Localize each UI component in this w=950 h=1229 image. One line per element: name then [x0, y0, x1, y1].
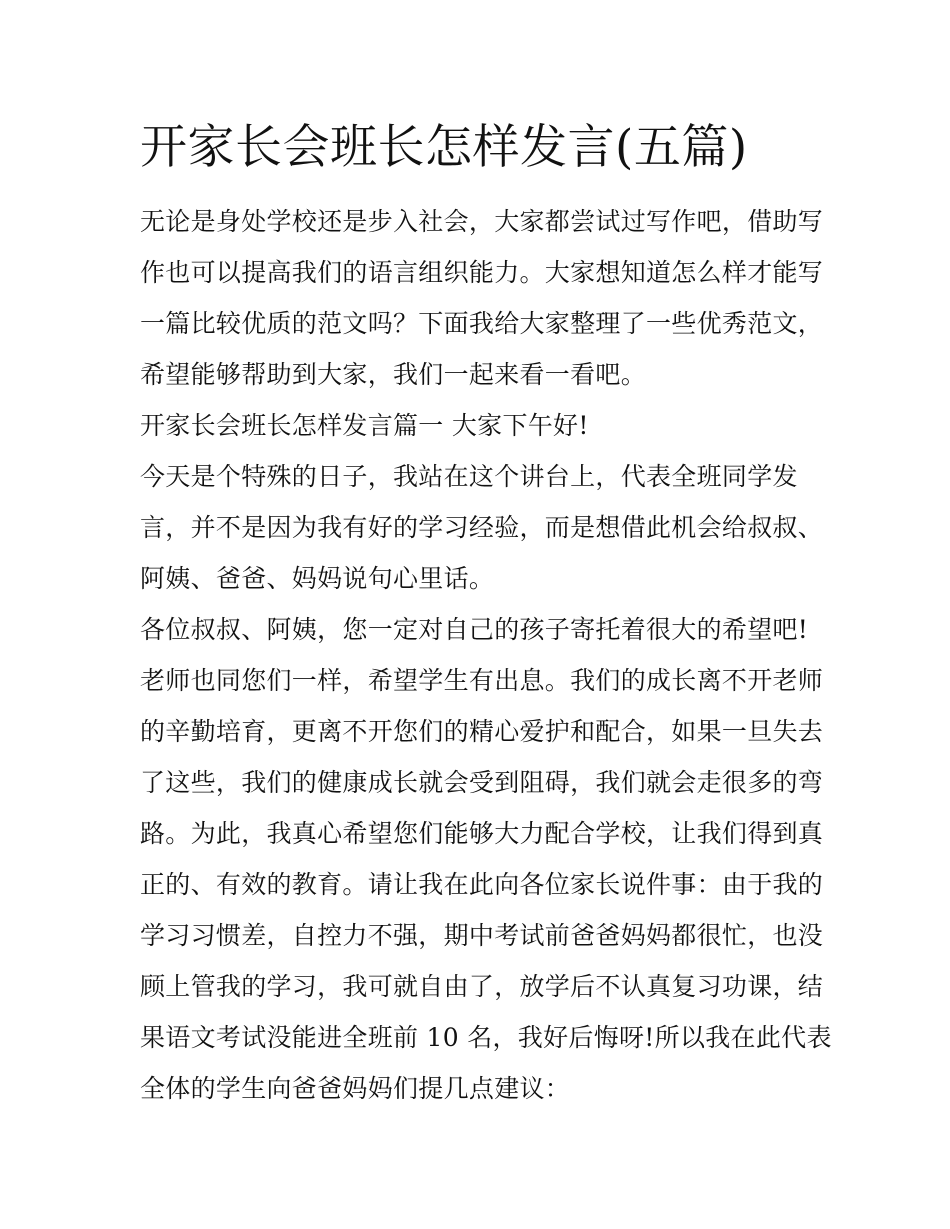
- text-line: 的辛勤培育，更离不开您们的精心爱护和配合，如果一旦失去: [140, 717, 824, 746]
- page-title: 开家长会班长怎样发言(五篇): [140, 120, 748, 175]
- text-line: 果语文考试没能进全班前 10 名，我好后悔呀!所以我在此代表: [140, 1023, 832, 1052]
- section-heading-line: 开家长会班长怎样发言篇一 大家下午好!: [140, 411, 589, 440]
- text-line: 各位叔叔、阿姨，您一定对自己的孩子寄托着很大的希望吧!: [140, 615, 809, 644]
- text-line: 老师也同您们一样，希望学生有出息。我们的成长离不开老师: [140, 666, 824, 695]
- text-line: 了这些，我们的健康成长就会受到阻碍，我们就会走很多的弯: [140, 768, 824, 797]
- text-line: 全体的学生向爸爸妈妈们提几点建议：: [140, 1074, 571, 1103]
- body-text: [140, 200, 830, 1118]
- text-line: 学习习惯差，自控力不强，期中考试前爸爸妈妈都很忙，也没: [140, 921, 824, 950]
- text-line: 希望能够帮助到大家，我们一起来看一看吧。: [140, 360, 647, 389]
- text-line: 无论是身处学校还是步入社会，大家都尝试过写作吧，借助写: [140, 207, 824, 236]
- text-line: 正的、有效的教育。请让我在此向各位家长说件事：由于我的: [140, 870, 824, 899]
- text-line: 顾上管我的学习，我可就自由了，放学后不认真复习功课，结: [140, 972, 824, 1001]
- text-line: 言，并不是因为我有好的学习经验，而是想借此机会给叔叔、: [140, 513, 824, 542]
- text-line: 今天是个特殊的日子，我站在这个讲台上，代表全班同学发: [140, 462, 798, 491]
- text-line: 阿姨、爸爸、妈妈说句心里话。: [140, 564, 495, 593]
- text-line: 作也可以提高我们的语言组织能力。大家想知道怎么样才能写: [140, 258, 824, 287]
- text-line: 路。为此，我真心希望您们能够大力配合学校，让我们得到真: [140, 819, 824, 848]
- text-line: 一篇比较优质的范文吗？下面我给大家整理了一些优秀范文，: [140, 309, 824, 338]
